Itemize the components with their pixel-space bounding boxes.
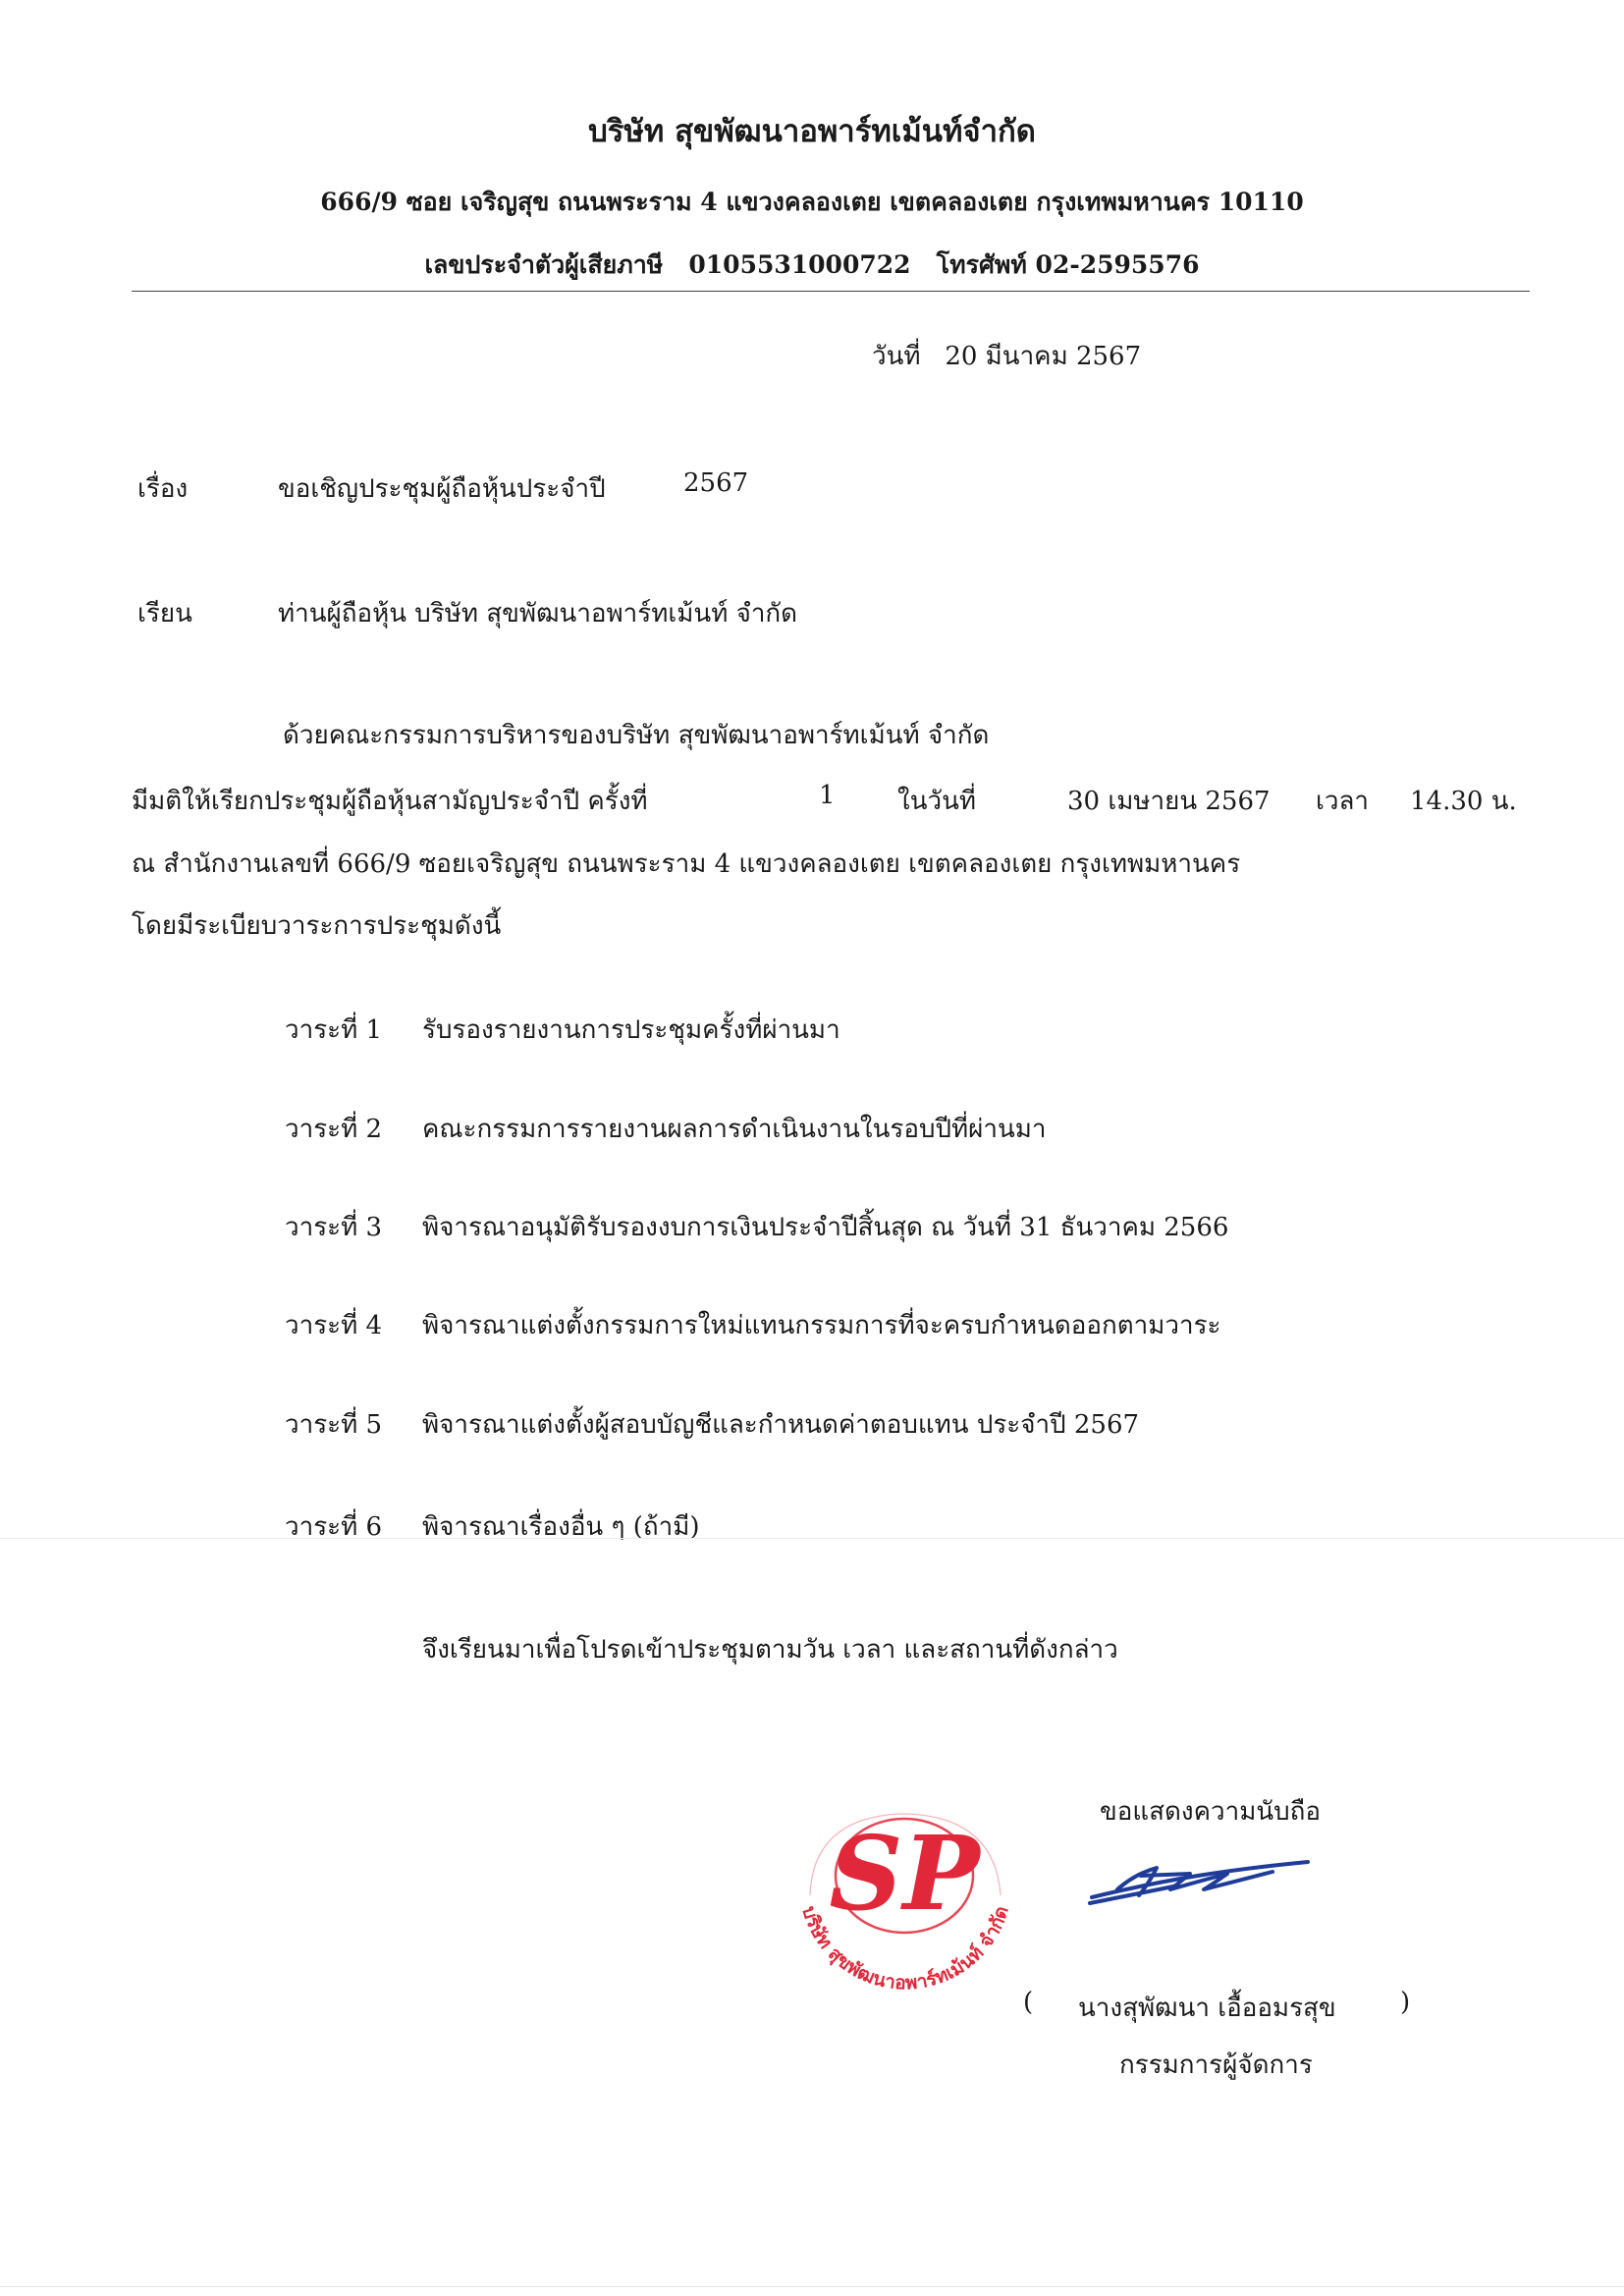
agenda-text-2: คณะกรรมการรายงานผลการดำเนินงานในรอบปีที่ผ่านมา <box>422 1115 1047 1144</box>
agenda-number-6: วาระที่ 6 <box>285 1512 383 1542</box>
phone-value: 02-2595576 <box>1035 250 1200 279</box>
agenda-number-3: วาระที่ 3 <box>285 1213 383 1242</box>
signer-close-paren: ) <box>1400 1988 1411 2017</box>
body-line-2a: มีมติให้เรียกประชุมผู้ถือหุ้นสามัญประจำปี ครั้งที่ <box>132 787 648 816</box>
date-value: 20 มีนาคม 2567 <box>945 342 1142 371</box>
header-divider <box>132 291 1530 292</box>
tax-id-value: 0105531000722 <box>688 250 911 279</box>
recipient-text: ท่านผู้ถือหุ้น บริษัท สุขพัฒนาอพาร์ทเม้นท์ จำกัด <box>278 599 798 629</box>
stamp-ring-text: บริษัท สุขพัฒนาอพาร์ทเม้นท์ จำกัด <box>797 1903 1013 1995</box>
stamp-monogram: SP <box>829 1813 980 1934</box>
scan-edge-line <box>0 2286 1624 2287</box>
date-label: วันที่ <box>872 342 921 371</box>
meeting-date: 30 เมษายน 2567 <box>1067 787 1271 816</box>
subject-text: ขอเชิญประชุมผู้ถือหุ้นประจำปี <box>278 474 606 504</box>
tax-phone-line <box>0 246 1624 285</box>
company-stamp <box>773 1799 1036 2045</box>
agenda-text-3: พิจารณาอนุมัติรับรองงบการเงินประจำปีสิ้นสุด ณ วันที่ 31 ธันวาคม 2566 <box>422 1213 1229 1242</box>
meeting-time-label: เวลา <box>1316 787 1370 816</box>
agenda-number-4: วาระที่ 4 <box>285 1311 383 1340</box>
closing-text: จึงเรียนมาเพื่อโปรดเข้าประชุมตามวัน เวลา และสถานที่ดังกล่าว <box>422 1635 1118 1665</box>
agenda-number-2: วาระที่ 2 <box>285 1115 383 1144</box>
subject-year: 2567 <box>683 468 749 498</box>
date-line <box>872 336 1141 376</box>
body-line-3: ณ สำนักงานเลขที่ 666/9 ซอยเจริญสุข ถนนพระราม 4 แขวงคลองเตย เขตคลองเตย กรุงเทพมหานคร <box>132 849 1241 879</box>
scan-fold-line <box>0 1538 1624 1539</box>
agenda-number-5: วาระที่ 5 <box>285 1410 383 1440</box>
phone-label: โทรศัพท์ <box>936 250 1027 279</box>
regards-text: ขอแสดงความนับถือ <box>1100 1797 1321 1827</box>
body-line-1: ด้วยคณะกรรมการบริหารของบริษัท สุขพัฒนาอพาร์ทเม้นท์ จำกัด <box>283 721 990 750</box>
body-line-4: โดยมีระเบียบวาระการประชุมดังนี้ <box>132 911 502 941</box>
company-name: บริษัท สุขพัฒนาอพาร์ทเม้นท์จำกัด <box>588 114 1036 149</box>
handwritten-signature <box>1080 1854 1316 1913</box>
signer-open-paren: ( <box>1023 1988 1034 2017</box>
subject-label: เรื่อง <box>137 474 189 504</box>
agenda-text-5: พิจารณาแต่งตั้งผู้สอบบัญชีและกำหนดค่าตอบแทน ประจำปี 2567 <box>422 1410 1140 1440</box>
recipient-label: เรียน <box>137 599 192 629</box>
meeting-time: 14.30 น. <box>1410 787 1517 816</box>
tax-id-label: เลขประจำตัวผู้เสียภาษี <box>424 250 664 279</box>
meeting-number: 1 <box>819 781 836 810</box>
signer-name: นางสุพัฒนา เอื้ออมรสุข <box>1078 1994 1336 2023</box>
company-address: 666/9 ซอย เจริญสุข ถนนพระราม 4 แขวงคลองเตย เขตคลองเตย กรุงเทพมหานคร 10110 <box>320 188 1304 216</box>
signer-position: กรรมการผู้จัดการ <box>1119 2050 1313 2080</box>
agenda-text-6: พิจารณาเรื่องอื่น ๆ (ถ้ามี) <box>422 1512 700 1542</box>
meeting-on-label: ในวันที่ <box>897 787 976 816</box>
agenda-text-1: รับรองรายงานการประชุมครั้งที่ผ่านมา <box>422 1015 840 1045</box>
agenda-text-4: พิจารณาแต่งตั้งกรรมการใหม่แทนกรรมการที่จะครบกำหนดออกตามวาระ <box>422 1311 1221 1340</box>
agenda-number-1: วาระที่ 1 <box>285 1015 383 1045</box>
